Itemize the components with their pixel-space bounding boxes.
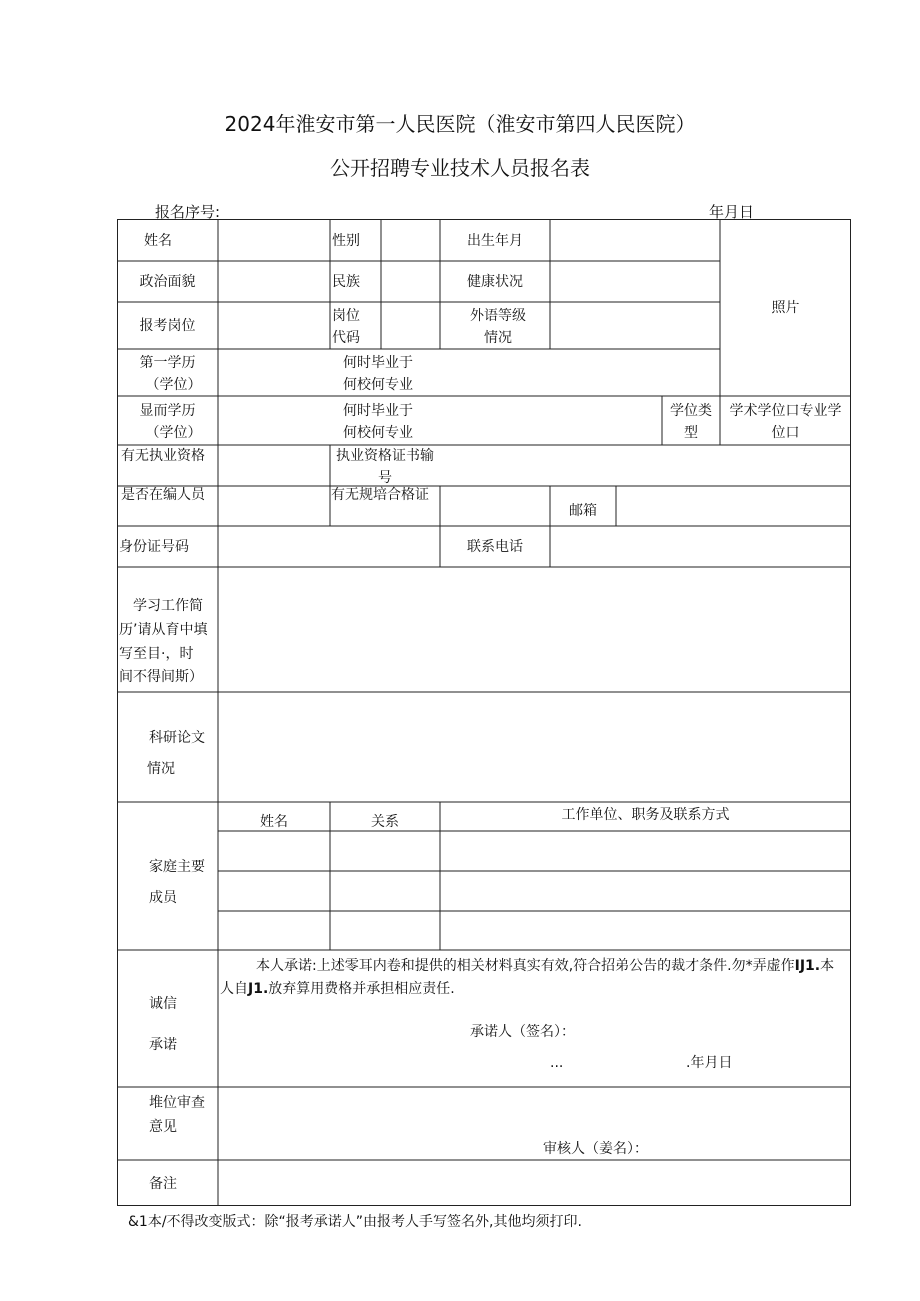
label-family: 家庭主要 成员 xyxy=(149,859,205,906)
family-col-work: 工作单位、职务及联系方式 xyxy=(561,807,730,823)
date-label: 年月日 xyxy=(709,203,755,221)
photo-placeholder: 照片 xyxy=(771,300,800,316)
label-research: 科研论文 情况 xyxy=(147,730,205,777)
label-position-code: 岗位 代码 xyxy=(332,308,360,346)
integrity-pledge: 本人承诺:上述零耳内卷和提供的相关材料真实有效,符合招弟公告的裁才条件.勿*弄虚作IJ1.本人自J1.放弃算用费格并承担相应责任. 承诺人（签名）： ... .年月日 xyxy=(218,950,851,1087)
label-grad-school-2: 何时毕业于 何校何专业 xyxy=(343,403,413,441)
label-review: 堆位审查 意见 xyxy=(149,1095,205,1135)
serial-number-label: 报名序号: xyxy=(155,203,221,221)
label-grad-school-1: 何时毕业于 何校何专业 xyxy=(343,355,413,393)
label-health: 健康状况 xyxy=(467,274,523,290)
label-id-card: 身份证号码 xyxy=(119,539,189,555)
label-training-cert: 有无规培合格证 xyxy=(331,487,429,503)
label-gender: 性别 xyxy=(332,233,360,249)
label-first-education: 第一学历 （学位） xyxy=(139,355,202,393)
reviewer-signature-label: 审核人（姜名）： xyxy=(543,1141,648,1157)
form-title-line2: 公开招聘专业技术人员报名表 xyxy=(330,156,590,180)
label-license: 有无执业资格 xyxy=(121,448,205,464)
label-license-number: 执业资格证书输 号 xyxy=(336,448,434,486)
label-name: 姓名 xyxy=(144,233,172,249)
label-political: 政治面貌 xyxy=(139,274,196,290)
label-degree-type: 学位类 型 xyxy=(670,403,712,441)
degree-type-options: 学术学位口专业学 位口 xyxy=(729,403,842,441)
label-staff: 是否在编人员 xyxy=(121,487,205,503)
label-remark: 备注 xyxy=(149,1176,177,1192)
form-title-line1: 2024年淮安市第一人民医院（淮安市第四人民医院） xyxy=(224,112,696,136)
label-email: 邮箱 xyxy=(569,503,597,519)
label-highest-education: 显而学历 （学位） xyxy=(139,403,202,441)
label-resume: 学习工作简 历’请从育中填 写至目·，时 间不得间斯） xyxy=(119,598,208,686)
label-integrity: 诚信 承诺 xyxy=(149,996,177,1053)
pledge-dots: ... xyxy=(550,1055,564,1071)
label-foreign-language: 外语等级 情况 xyxy=(470,308,526,346)
label-ethnicity: 民族 xyxy=(332,274,360,290)
label-position: 报考岗位 xyxy=(139,318,196,334)
family-col-name: 姓名 xyxy=(260,814,288,830)
application-form-table xyxy=(117,219,851,1206)
pledge-date: .年月日 xyxy=(686,1055,733,1071)
family-col-relation: 关系 xyxy=(371,814,399,830)
footer-note: &1本/不得改变版式：除“报考承诺人”由报考人手写签名外,其他均须打印. xyxy=(128,1214,582,1230)
label-birth: 出生年月 xyxy=(467,233,523,249)
label-phone: 联系电话 xyxy=(467,539,523,555)
pledge-signature-label: 承诺人（签名）： xyxy=(470,1024,575,1040)
